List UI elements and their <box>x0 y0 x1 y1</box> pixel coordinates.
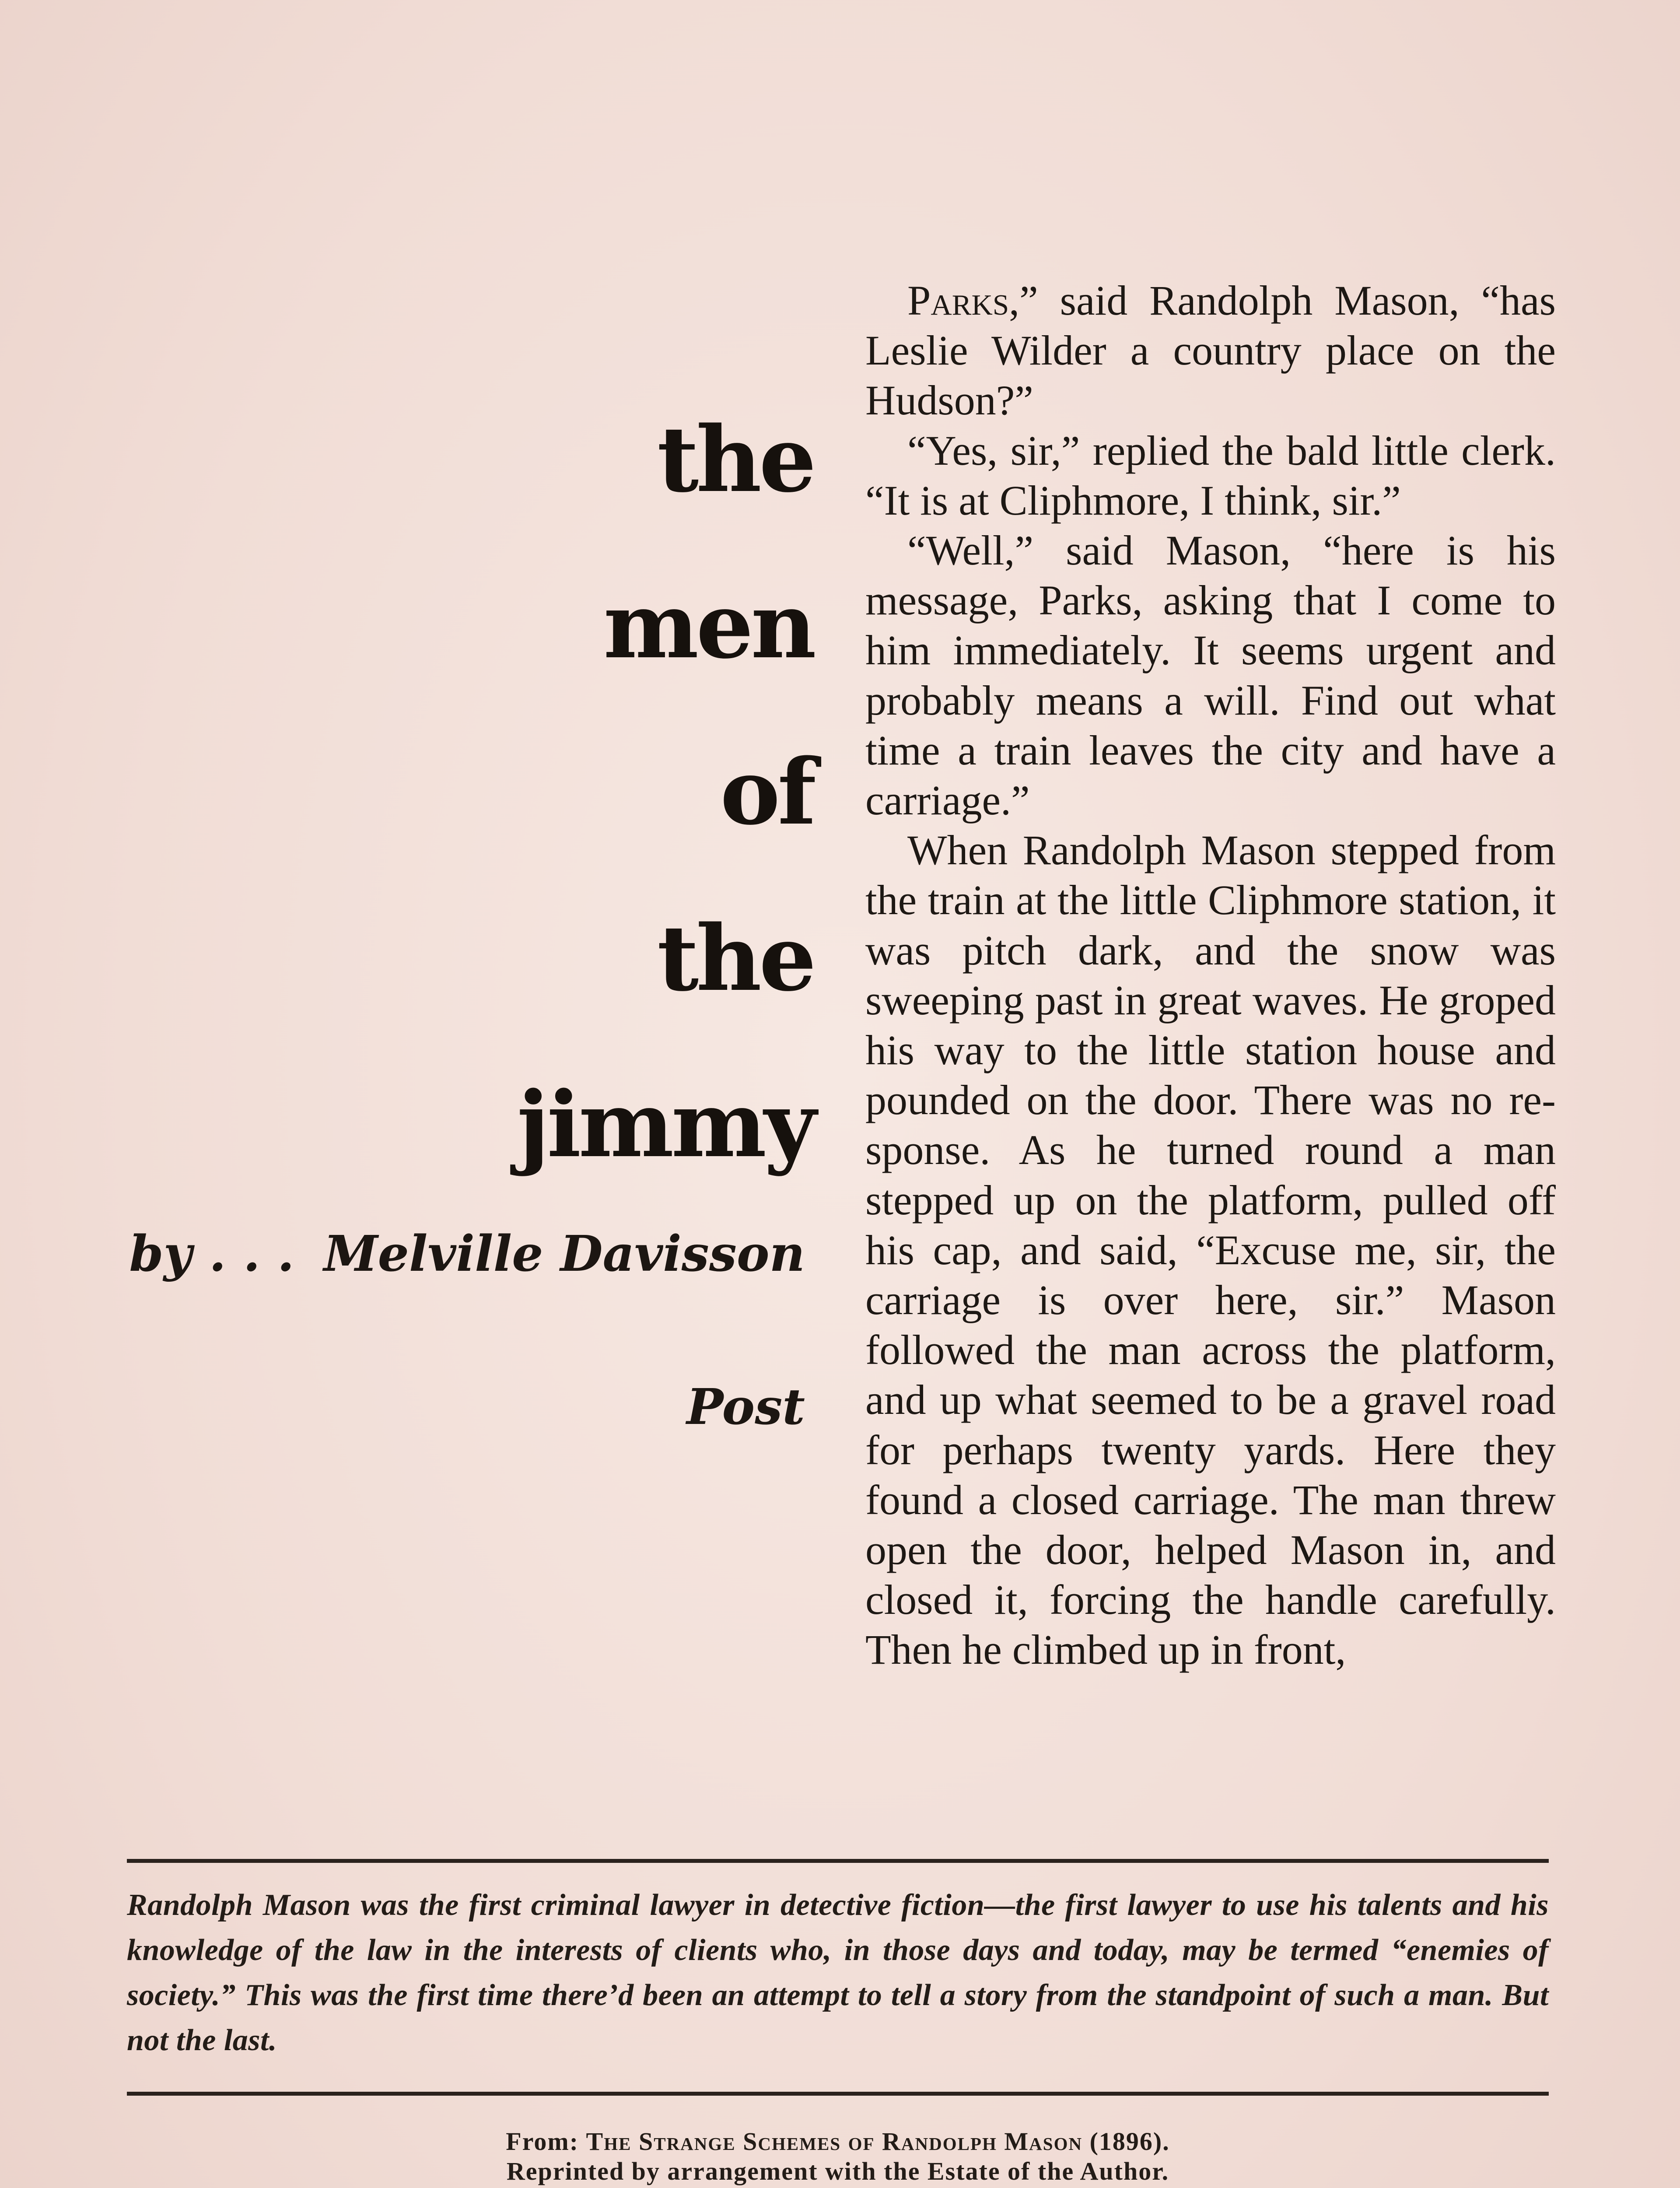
title-word: jimmy <box>517 1072 814 1178</box>
story-body <box>865 276 1556 1675</box>
credit-line-2: Reprinted by arrangement with the Estate of the Author. <box>506 2157 1169 2185</box>
credit-book-title: The Strange Schemes of Randolph Mason <box>586 2127 1083 2156</box>
title-word: the <box>657 407 814 512</box>
divider-rule <box>127 2092 1549 2096</box>
credit-line-1 <box>127 2127 1549 2156</box>
title-word: men <box>603 573 814 679</box>
story-paragraph: “Well,” said Mason, “here is his message, Parks, asking that I come to him immediately. It seems urgent and probably means a will. Find out what time a train leaves the city and have a carriage.” <box>865 527 1556 824</box>
story-paragraph: “Yes, sir,” replied the bald little clerk. “It is at Cliphmore, I think, sir.” <box>865 427 1556 524</box>
credit-prefix: From: <box>506 2127 579 2156</box>
byline-prefix: by . . . <box>129 1225 294 1283</box>
author-last-name: Post <box>686 1378 805 1436</box>
title-word: of <box>720 739 814 845</box>
lead-smallcaps: Parks, <box>907 277 1020 324</box>
author-first-name: Melville Davisson <box>323 1225 805 1283</box>
story-paragraph: When Randolph Mason stepped from the train at the little Cliphmore station, it was pitch dark, and the snow was sweeping past in great waves. He groped his way to the little station house and pounded on the door. There was no response. As he turned round a man stepped up on the platform, pulled off his cap, and said, “Excuse me, sir, the carriage is over here, sir.” Mason followed the man across the platform, and up what seemed to be a gravel road for perhaps twenty yards. Here they found a closed carriage. The man threw open the door, helped Mason in, and closed it, forcing the handle carefully. Then he climbed up in front, <box>865 827 1556 1673</box>
title-word: the <box>657 905 814 1011</box>
intro-note: Randolph Mason was the first criminal lawyer in detective fiction—the first lawyer to use his talents and his knowledge of the law in the interests of clients who, in those days and today, may be termed “enemies of society.” This was the first time there’d been an attempt to tell a story from the standpoint of such a man. But not the last. <box>127 1888 1549 2057</box>
divider-rule <box>127 1859 1549 1863</box>
source-credit <box>127 2127 1549 2186</box>
byline <box>105 1225 805 1283</box>
paragraph-text: ” said Randolph Mason, “has Leslie Wilder a country place on the Hudson?” <box>865 277 1556 424</box>
credit-year: (1896). <box>1089 2127 1170 2156</box>
story-title <box>105 376 814 1208</box>
story-paragraph <box>865 276 1556 426</box>
